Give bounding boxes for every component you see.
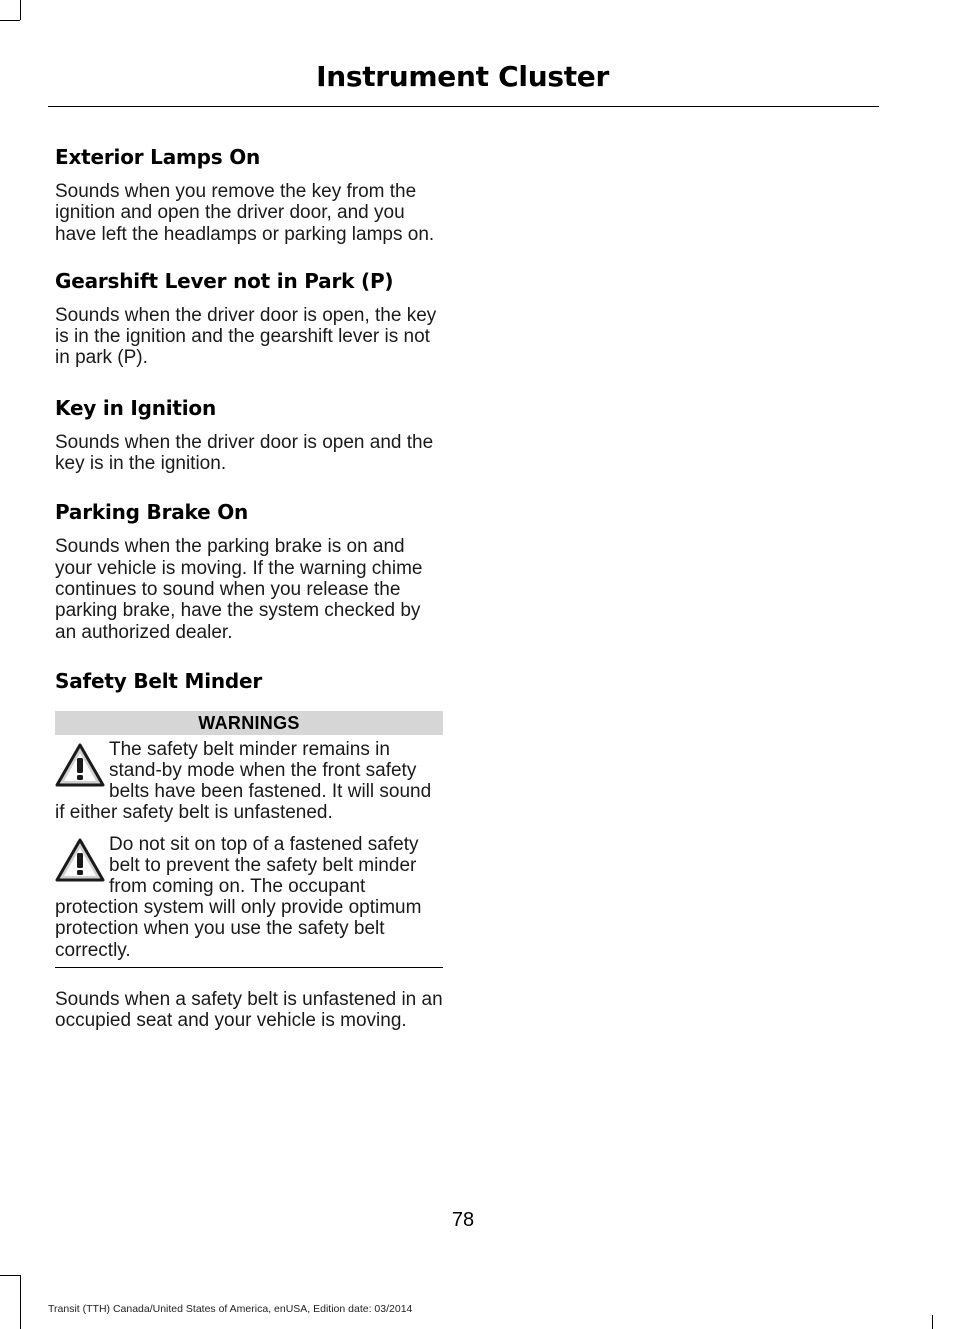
closing-paragraph: Sounds when a safety belt is unfastened in an occupied seat and your vehicle is moving.	[55, 988, 443, 1032]
warnings-divider	[55, 967, 443, 968]
section-body: Sounds when you remove the key from the ignition and open the driver door, and you have left the headlamps or parking lamps on.	[55, 181, 435, 245]
warnings-header: WARNINGS	[55, 711, 443, 735]
section-heading: Exterior Lamps On	[55, 145, 261, 169]
section-gearshift-lever	[55, 269, 443, 369]
edition-footer: Transit (TTH) Canada/United States of America, enUSA, Edition date: 03/2014	[48, 1303, 413, 1315]
crop-mark	[0, 20, 20, 21]
warning-text: Do not sit on top of a fastened safety belt to prevent the safety belt minder from coming on. The occupant protection system will only provide optimum protection when you use the safety belt correctly.	[55, 833, 422, 961]
warning-text: The safety belt minder remains in stand-by mode when the front safety belts have been fastened. It will sound if either safety belt is unfastened.	[55, 738, 432, 824]
main-column	[55, 145, 443, 1031]
section-heading: Gearshift Lever not in Park (P)	[55, 268, 394, 293]
warning-item	[55, 739, 443, 824]
section-heading: Key in Ignition	[55, 395, 217, 420]
page-title: Instrument Cluster	[316, 60, 609, 93]
crop-mark	[0, 1275, 20, 1276]
warning-triangle-icon	[55, 838, 105, 882]
section-heading: Parking Brake On	[55, 500, 249, 525]
crop-mark	[20, 1275, 21, 1329]
section-safety-belt-minder	[55, 669, 443, 693]
section-body: Sounds when the driver door is open, the key is in the ignition and the gearshift lever is not in park (P).	[55, 304, 437, 369]
section-parking-brake-on	[55, 500, 443, 642]
page-number: 78	[451, 1209, 475, 1231]
crop-mark	[20, 0, 21, 20]
section-body: Sounds when the parking brake is on and your vehicle is moving. If the warning chime continues to sound when you release the parking brake, have the system checked by an authorized dealer.	[55, 536, 423, 643]
warning-item	[55, 834, 443, 961]
title-divider	[48, 106, 879, 107]
warning-triangle-icon	[55, 743, 105, 787]
crop-mark	[932, 1315, 933, 1329]
section-body: Sounds when the driver door is open and the key is in the ignition.	[55, 431, 434, 475]
section-key-in-ignition	[55, 396, 443, 475]
section-exterior-lamps-on	[55, 145, 443, 245]
section-heading: Safety Belt Minder	[55, 668, 263, 693]
